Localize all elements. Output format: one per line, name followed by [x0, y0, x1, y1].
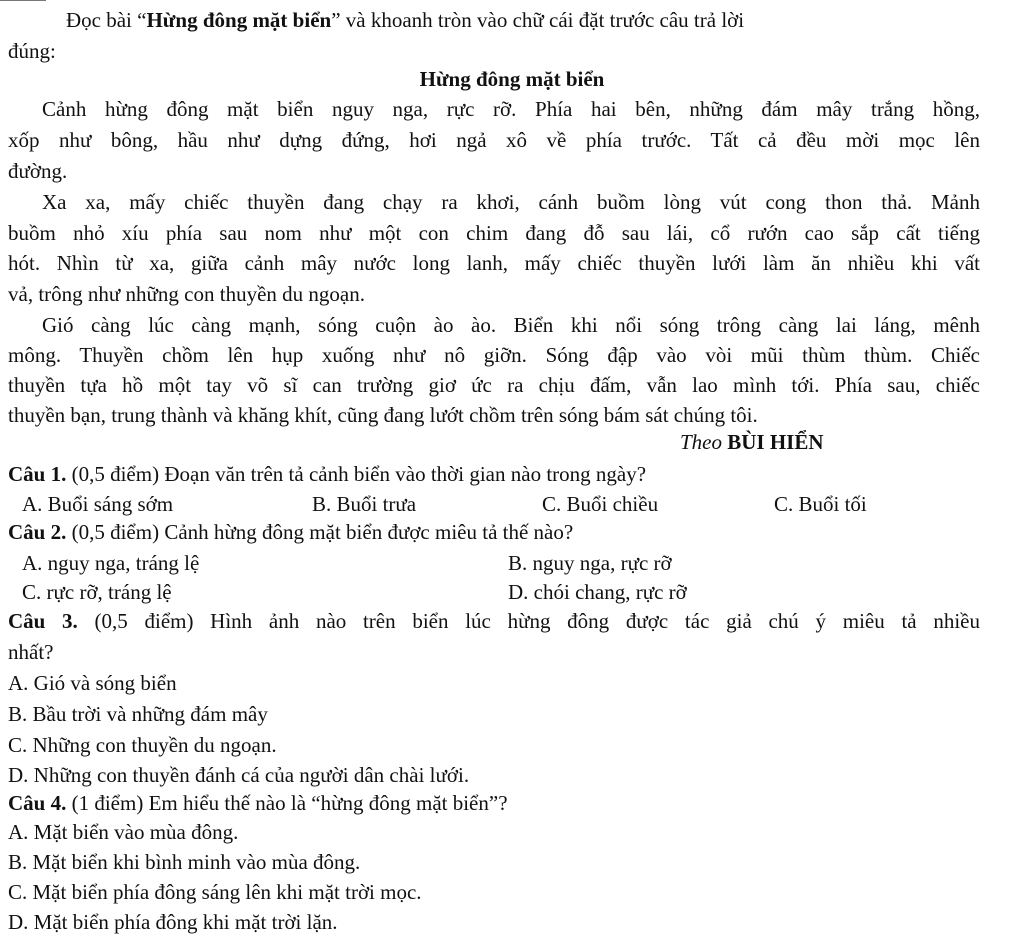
q4-option-b[interactable]: B. Mặt biển khi bình minh vào mùa đông. [8, 850, 361, 874]
passage-line: buồm nhỏ xíu phía sau nom như một con chim đang đỗ sau lái, cổ rướn cao sắp cất tiếng [8, 221, 980, 245]
instruction-line: Đọc bài “Hừng đông mặt biển” và khoanh tròn vào chữ cái đặt trước câu trả lời [66, 8, 745, 32]
q3-option-d[interactable]: D. Những con thuyền đánh cá của người dân chài lưới. [8, 763, 470, 787]
q4-option-c[interactable]: C. Mặt biển phía đông sáng lên khi mặt trời mọc. [8, 880, 422, 904]
q1-option-a[interactable]: A. Buổi sáng sớm [22, 492, 174, 516]
question-3: Câu 3. (0,5 điểm) Hình ảnh nào trên biển lúc hừng đông được tác giả chú ý miêu tả nhiều [8, 609, 980, 633]
question-3-cont: nhất? [8, 640, 54, 664]
q1-option-c[interactable]: C. Buổi chiều [542, 492, 659, 516]
q3-option-c[interactable]: C. Những con thuyền du ngoạn. [8, 733, 277, 757]
passage-line: mông. Thuyền chồm lên hụp xuống như nô giỡn. Sóng đập vào vòi mũi thùm thùm. Chiếc [8, 343, 980, 367]
passage-line: đường. [8, 159, 68, 183]
passage-line: thuyền tựa hồ một tay võ sĩ can trường giơ ức ra chịu đấm, vẫn lao mình tới. Phía sau, chiếc [8, 373, 980, 397]
passage-line: Gió càng lúc càng mạnh, sóng cuộn ào ào. Biển khi nổi sóng trông càng lai láng, mênh [42, 313, 980, 337]
q4-option-d[interactable]: D. Mặt biển phía đông khi mặt trời lặn. [8, 910, 338, 934]
q3-option-a[interactable]: A. Gió và sóng biển [8, 671, 177, 695]
passage-title: Hừng đông mặt biển [419, 67, 605, 91]
q2-option-d[interactable]: D. chói chang, rực rỡ [508, 580, 687, 604]
passage-line: vả, trông như những con thuyền du ngoạn. [8, 282, 365, 306]
instruction-line-2: đúng: [8, 39, 56, 63]
passage-line: thuyền bạn, trung thành và khăng khít, cũng đang lướt chồm trên sóng bám sát chúng tôi. [8, 403, 758, 427]
passage-source: Theo BÙI HIỂN [680, 430, 824, 454]
q1-option-d[interactable]: C. Buổi tối [774, 492, 867, 516]
question-4: Câu 4. (1 điểm) Em hiểu thế nào là “hừng đông mặt biển”? [8, 791, 508, 815]
q2-option-c[interactable]: C. rực rỡ, tráng lệ [22, 580, 172, 604]
q2-option-a[interactable]: A. nguy nga, tráng lệ [22, 551, 200, 575]
q2-option-b[interactable]: B. nguy nga, rực rỡ [508, 551, 672, 575]
q1-option-b[interactable]: B. Buổi trưa [312, 492, 417, 516]
passage-line: Cảnh hừng đông mặt biển nguy nga, rực rỡ. Phía hai bên, những đám mây trắng hồng, [42, 97, 980, 121]
q4-option-a[interactable]: A. Mặt biển vào mùa đông. [8, 820, 239, 844]
top-rule [0, 0, 46, 1]
question-2: Câu 2. (0,5 điểm) Cảnh hừng đông mặt biển được miêu tả thế nào? [8, 520, 574, 544]
q3-option-b[interactable]: B. Bầu trời và những đám mây [8, 702, 268, 726]
passage-line: Xa xa, mấy chiếc thuyền đang chạy ra khơi, cánh buồm lòng vút cong thon thả. Mảnh [42, 190, 980, 214]
question-1: Câu 1. (0,5 điểm) Đoạn văn trên tả cảnh biển vào thời gian nào trong ngày? [8, 462, 647, 486]
passage-line: xốp như bông, hầu như dựng đứng, hơi ngả xô về phía trước. Tất cả đều mời mọc lên [8, 128, 980, 152]
passage-line: hót. Nhìn từ xa, giữa cảnh mây nước long lanh, mấy chiếc thuyền lưới làm ăn nhiều khi vất [8, 251, 980, 275]
